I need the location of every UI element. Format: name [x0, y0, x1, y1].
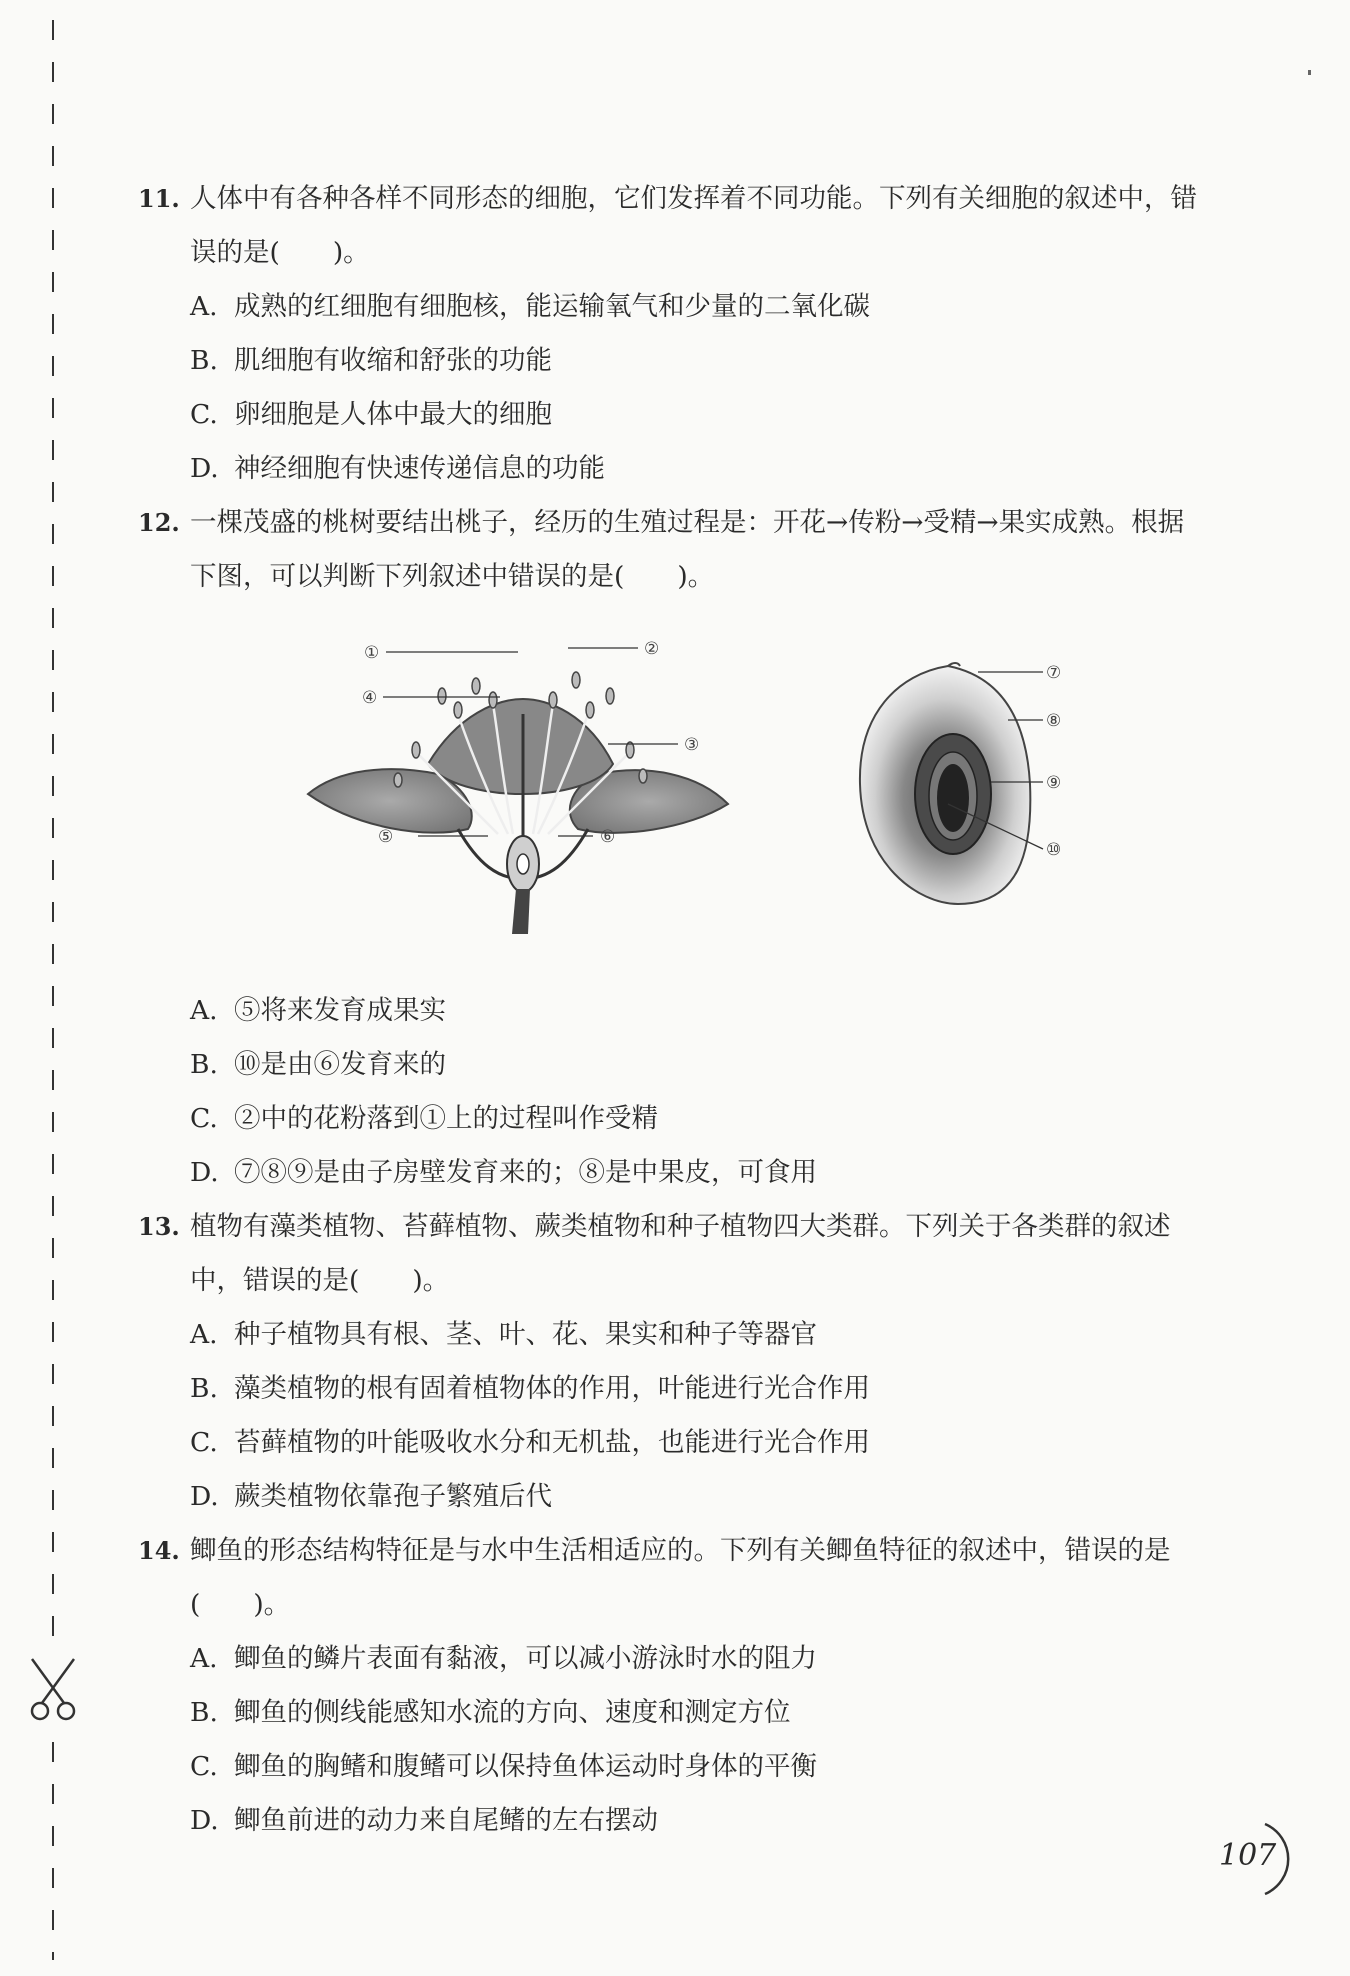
option-letter: D. — [190, 453, 219, 484]
question-stem: 一棵茂盛的桃树要结出桃子，经历的生殖过程是：开花→传粉→受精→果实成熟。根据下图，可以判断下列叙述中错误的是( )。 — [190, 507, 1185, 592]
question-list — [138, 172, 1198, 1848]
question-stem: 植物有藻类植物、苔藓植物、蕨类植物和种子植物四大类群。下列关于各类群的叙述中，错误的是( )。 — [190, 1211, 1171, 1296]
label-3: ③ — [684, 735, 700, 755]
flower-diagram — [308, 639, 728, 934]
option-c — [138, 1092, 1198, 1146]
option-text: 鲫鱼的侧线能感知水流的方向、速度和测定方位 — [234, 1697, 791, 1728]
figure-flower-and-fruit — [138, 604, 1198, 984]
option-letter: A. — [190, 1319, 218, 1350]
label-7: ⑦ — [1046, 663, 1062, 683]
page-number — [1205, 1818, 1295, 1900]
question-number: 12. — [138, 508, 180, 537]
option-a — [138, 1308, 1198, 1362]
option-text: 藻类植物的根有固着植物体的作用，叶能进行光合作用 — [234, 1373, 870, 1404]
option-letter: A. — [190, 995, 218, 1026]
option-d — [138, 1794, 1198, 1848]
option-a — [138, 1632, 1198, 1686]
option-text: ⑤将来发育成果实 — [234, 995, 446, 1026]
option-b — [138, 1362, 1198, 1416]
option-c — [138, 1416, 1198, 1470]
question-number: 11. — [138, 184, 180, 213]
option-c — [138, 1740, 1198, 1794]
question-13 — [138, 1200, 1198, 1308]
page-number-text: 107 — [1219, 1838, 1277, 1873]
option-b — [138, 334, 1198, 388]
option-letter: C. — [190, 399, 218, 430]
option-b — [138, 1686, 1198, 1740]
option-text: 卵细胞是人体中最大的细胞 — [234, 399, 552, 430]
option-d — [138, 442, 1198, 496]
label-8: ⑧ — [1046, 711, 1062, 731]
option-letter: B. — [190, 1049, 218, 1080]
option-letter: B. — [190, 1373, 218, 1404]
option-a — [138, 280, 1198, 334]
option-letter: C. — [190, 1751, 218, 1782]
option-letter: D. — [190, 1481, 219, 1512]
scissors-icon — [24, 1655, 82, 1723]
question-stem: 鲫鱼的形态结构特征是与水中生活相适应的。下列有关鲫鱼特征的叙述中，错误的是( )。 — [190, 1535, 1171, 1620]
question-number: 13. — [138, 1212, 180, 1241]
label-6: ⑥ — [600, 827, 616, 847]
option-text: 种子植物具有根、茎、叶、花、果实和种子等器官 — [234, 1319, 817, 1350]
option-c — [138, 388, 1198, 442]
option-letter: D. — [190, 1805, 219, 1836]
option-text: ⑩是由⑥发育来的 — [234, 1049, 446, 1080]
option-letter: A. — [190, 291, 218, 322]
option-letter: B. — [190, 1697, 218, 1728]
option-text: 鲫鱼的鳞片表面有黏液，可以减小游泳时水的阻力 — [234, 1643, 817, 1674]
option-d — [138, 1470, 1198, 1524]
option-text: ⑦⑧⑨是由子房壁发育来的；⑧是中果皮，可食用 — [234, 1157, 817, 1188]
label-5: ⑤ — [378, 827, 394, 847]
label-1: ① — [364, 643, 380, 663]
label-4: ④ — [362, 688, 378, 708]
question-stem: 人体中有各种各样不同形态的细胞，它们发挥着不同功能。下列有关细胞的叙述中，错误的是( )。 — [190, 183, 1197, 268]
option-text: 苔藓植物的叶能吸收水分和无机盐，也能进行光合作用 — [234, 1427, 870, 1458]
option-text: 蕨类植物依靠孢子繁殖后代 — [234, 1481, 552, 1512]
label-2: ② — [644, 639, 660, 659]
label-10: ⑩ — [1046, 840, 1062, 860]
option-letter: D. — [190, 1157, 219, 1188]
option-text: ②中的花粉落到①上的过程叫作受精 — [234, 1103, 658, 1134]
question-11 — [138, 172, 1198, 280]
question-12 — [138, 496, 1198, 604]
option-text: 成熟的红细胞有细胞核，能运输氧气和少量的二氧化碳 — [234, 291, 870, 322]
option-b — [138, 1038, 1198, 1092]
speck — [1308, 70, 1311, 75]
option-text: 鲫鱼前进的动力来自尾鳍的左右摆动 — [234, 1805, 658, 1836]
option-a — [138, 984, 1198, 1038]
option-text: 神经细胞有快速传递信息的功能 — [234, 453, 605, 484]
option-d — [138, 1146, 1198, 1200]
label-9: ⑨ — [1046, 773, 1062, 793]
option-letter: C. — [190, 1103, 218, 1134]
option-text: 肌细胞有收缩和舒张的功能 — [234, 345, 552, 376]
option-letter: B. — [190, 345, 218, 376]
option-letter: C. — [190, 1427, 218, 1458]
question-number: 14. — [138, 1536, 180, 1565]
fruit-diagram — [860, 663, 1061, 904]
option-text: 鲫鱼的胸鳍和腹鳍可以保持鱼体运动时身体的平衡 — [234, 1751, 817, 1782]
option-letter: A. — [190, 1643, 218, 1674]
question-14 — [138, 1524, 1198, 1632]
